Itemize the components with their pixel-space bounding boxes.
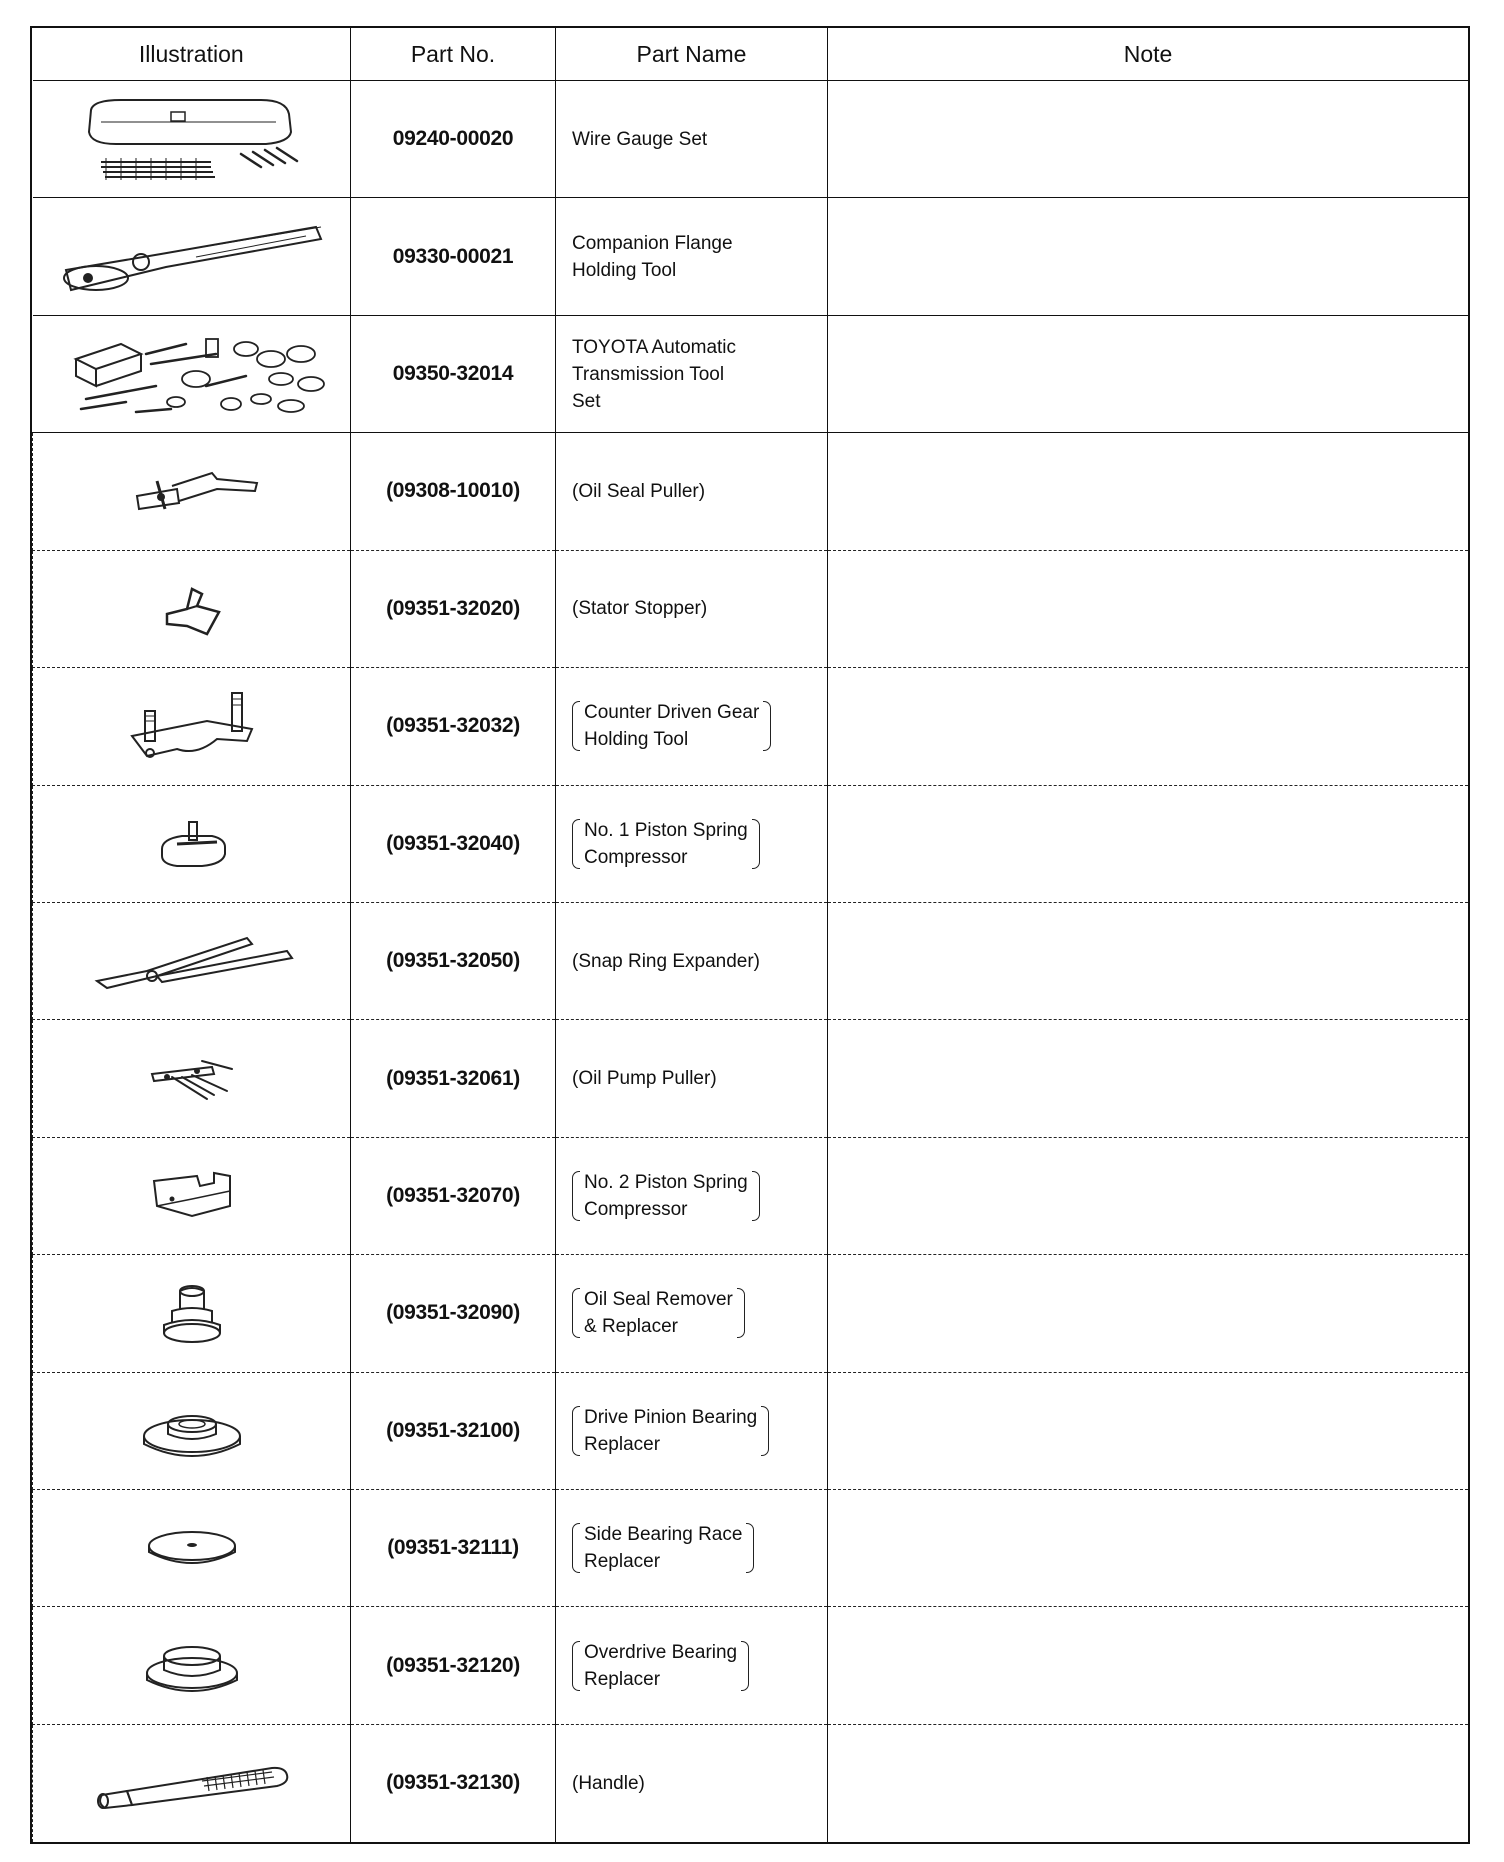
tools-table bbox=[32, 28, 1468, 1842]
note-cell bbox=[828, 1255, 1469, 1372]
oil-pump-puller-icon bbox=[142, 1049, 242, 1109]
part-name-cell bbox=[556, 668, 828, 785]
wire-gauge-set-icon bbox=[61, 92, 321, 187]
table-row bbox=[33, 81, 1469, 198]
table-row bbox=[33, 1607, 1469, 1724]
part-name-line: Transmission Tool bbox=[572, 363, 725, 385]
transmission-tool-set-icon bbox=[46, 324, 336, 424]
note-cell bbox=[828, 1724, 1469, 1842]
part-no-cell: (09351-32090) bbox=[351, 1255, 556, 1372]
note-cell bbox=[828, 1372, 1469, 1489]
part-name-line: Compressor bbox=[584, 1199, 688, 1220]
note-cell bbox=[828, 1137, 1469, 1254]
part-no-cell: (09351-32130) bbox=[351, 1724, 556, 1842]
part-name-line: Set bbox=[572, 390, 601, 412]
part-no-cell: 09350-32014 bbox=[351, 315, 556, 432]
part-name-cell bbox=[556, 902, 828, 1019]
part-no-cell: (09351-32070) bbox=[351, 1137, 556, 1254]
part-name-bracket bbox=[572, 817, 760, 871]
note-cell bbox=[828, 668, 1469, 785]
part-no-cell: (09351-32040) bbox=[351, 785, 556, 902]
side-bearing-race-replacer-icon bbox=[142, 1518, 242, 1578]
illustration-cell bbox=[33, 1020, 351, 1137]
part-name-cell bbox=[556, 81, 828, 198]
header-note: Note bbox=[828, 28, 1469, 81]
part-name-line: No. 2 Piston Spring bbox=[584, 1172, 748, 1193]
counter-driven-gear-holding-tool-icon bbox=[117, 681, 267, 771]
header-part-name: Part Name bbox=[556, 28, 828, 81]
note-cell bbox=[828, 1020, 1469, 1137]
note-cell bbox=[828, 785, 1469, 902]
illustration-cell bbox=[33, 785, 351, 902]
part-no-cell: (09351-32050) bbox=[351, 902, 556, 1019]
part-name-line: & Replacer bbox=[584, 1316, 678, 1338]
part-name-line: Replacer bbox=[584, 1668, 661, 1690]
part-name-cell bbox=[556, 1255, 828, 1372]
part-no-cell: (09308-10010) bbox=[351, 433, 556, 550]
part-name-cell bbox=[556, 1724, 828, 1842]
table-row bbox=[33, 1255, 1469, 1372]
part-name-line: Counter Driven Gear bbox=[584, 702, 760, 724]
table-row bbox=[33, 550, 1469, 667]
part-no-cell: 09330-00021 bbox=[351, 198, 556, 315]
note-cell bbox=[828, 198, 1469, 315]
part-no-cell: (09351-32111) bbox=[351, 1490, 556, 1607]
part-name-cell bbox=[556, 1372, 828, 1489]
illustration-cell bbox=[33, 668, 351, 785]
note-cell bbox=[828, 433, 1469, 550]
part-name-cell bbox=[556, 1020, 828, 1137]
stator-stopper-icon bbox=[147, 574, 237, 644]
part-name-line: Replacer bbox=[584, 1551, 661, 1573]
table-row bbox=[33, 1724, 1469, 1842]
illustration-cell bbox=[33, 81, 351, 198]
table-row bbox=[33, 315, 1469, 432]
part-name-cell bbox=[556, 550, 828, 667]
illustration-cell bbox=[33, 1137, 351, 1254]
part-name-cell bbox=[556, 433, 828, 550]
illustration-cell bbox=[33, 902, 351, 1019]
table-row bbox=[33, 902, 1469, 1019]
table-row bbox=[33, 785, 1469, 902]
handle-icon bbox=[87, 1753, 297, 1813]
part-name-line: Side Bearing Race bbox=[584, 1524, 743, 1546]
part-name-line: (Oil Pump Puller) bbox=[572, 1068, 717, 1090]
note-cell bbox=[828, 1607, 1469, 1724]
note-cell bbox=[828, 315, 1469, 432]
snap-ring-expander-icon bbox=[87, 926, 297, 996]
part-name-line: Compressor bbox=[584, 846, 688, 868]
part-name-bracket bbox=[572, 1521, 754, 1575]
part-name-line: (Handle) bbox=[572, 1772, 645, 1794]
part-name-cell bbox=[556, 1607, 828, 1724]
header-part-no: Part No. bbox=[351, 28, 556, 81]
piston-spring-compressor-1-icon bbox=[147, 814, 237, 874]
part-name-line: Drive Pinion Bearing bbox=[584, 1406, 758, 1428]
illustration-cell bbox=[33, 433, 351, 550]
part-name-bracket bbox=[572, 1404, 769, 1458]
oil-seal-remover-replacer-icon bbox=[152, 1273, 232, 1353]
part-name-bracket bbox=[572, 1639, 749, 1693]
illustration-cell bbox=[33, 1607, 351, 1724]
illustration-cell bbox=[33, 1724, 351, 1842]
part-name-line: (Snap Ring Expander) bbox=[572, 950, 760, 972]
part-no-cell: (09351-32120) bbox=[351, 1607, 556, 1724]
part-name-line: (Oil Seal Puller) bbox=[572, 480, 706, 502]
table-row bbox=[33, 668, 1469, 785]
part-name-line: Companion Flange bbox=[572, 232, 733, 254]
part-name-cell bbox=[556, 1490, 828, 1607]
note-cell bbox=[828, 81, 1469, 198]
drive-pinion-bearing-replacer-icon bbox=[137, 1396, 247, 1466]
piston-spring-compressor-2-icon bbox=[142, 1161, 242, 1231]
part-no-cell: 09240-00020 bbox=[351, 81, 556, 198]
part-name-line: No. 1 Piston Spring bbox=[584, 819, 748, 841]
part-name-line: Overdrive Bearing bbox=[584, 1641, 738, 1663]
part-name-bracket bbox=[572, 699, 771, 753]
companion-flange-holding-tool-icon bbox=[46, 212, 336, 302]
part-name-line: (Stator Stopper) bbox=[572, 598, 708, 620]
note-cell bbox=[828, 550, 1469, 667]
table-row bbox=[33, 1137, 1469, 1254]
part-name-line: Wire Gauge Set bbox=[572, 128, 708, 150]
part-no-cell: (09351-32061) bbox=[351, 1020, 556, 1137]
part-name-line: Holding Tool bbox=[584, 729, 689, 751]
table-row bbox=[33, 1490, 1469, 1607]
part-name-cell bbox=[556, 785, 828, 902]
illustration-cell bbox=[33, 198, 351, 315]
part-name-cell bbox=[556, 1137, 828, 1254]
part-name-line: Oil Seal Remover bbox=[584, 1289, 733, 1311]
part-name-cell bbox=[556, 315, 828, 432]
illustration-cell bbox=[33, 315, 351, 432]
illustration-cell bbox=[33, 1490, 351, 1607]
part-no-cell: (09351-32100) bbox=[351, 1372, 556, 1489]
part-name-cell bbox=[556, 198, 828, 315]
table-row bbox=[33, 433, 1469, 550]
part-name-bracket bbox=[572, 1286, 745, 1340]
note-cell bbox=[828, 1490, 1469, 1607]
part-name-line: TOYOTA Automatic bbox=[572, 336, 737, 358]
table-row bbox=[33, 1372, 1469, 1489]
header-row bbox=[33, 28, 1469, 81]
header-illustration: Illustration bbox=[33, 28, 351, 81]
part-no-cell: (09351-32020) bbox=[351, 550, 556, 667]
table-row bbox=[33, 198, 1469, 315]
part-name-bracket bbox=[572, 1169, 760, 1223]
illustration-cell bbox=[33, 1255, 351, 1372]
special-service-tools-table-sheet bbox=[30, 26, 1470, 1844]
note-cell bbox=[828, 902, 1469, 1019]
part-name-line: Holding Tool bbox=[572, 259, 677, 281]
table-row bbox=[33, 1020, 1469, 1137]
part-no-cell: (09351-32032) bbox=[351, 668, 556, 785]
oil-seal-puller-icon bbox=[117, 461, 267, 521]
overdrive-bearing-replacer-icon bbox=[137, 1628, 247, 1703]
illustration-cell bbox=[33, 550, 351, 667]
illustration-cell bbox=[33, 1372, 351, 1489]
part-name-line: Replacer bbox=[584, 1433, 661, 1455]
